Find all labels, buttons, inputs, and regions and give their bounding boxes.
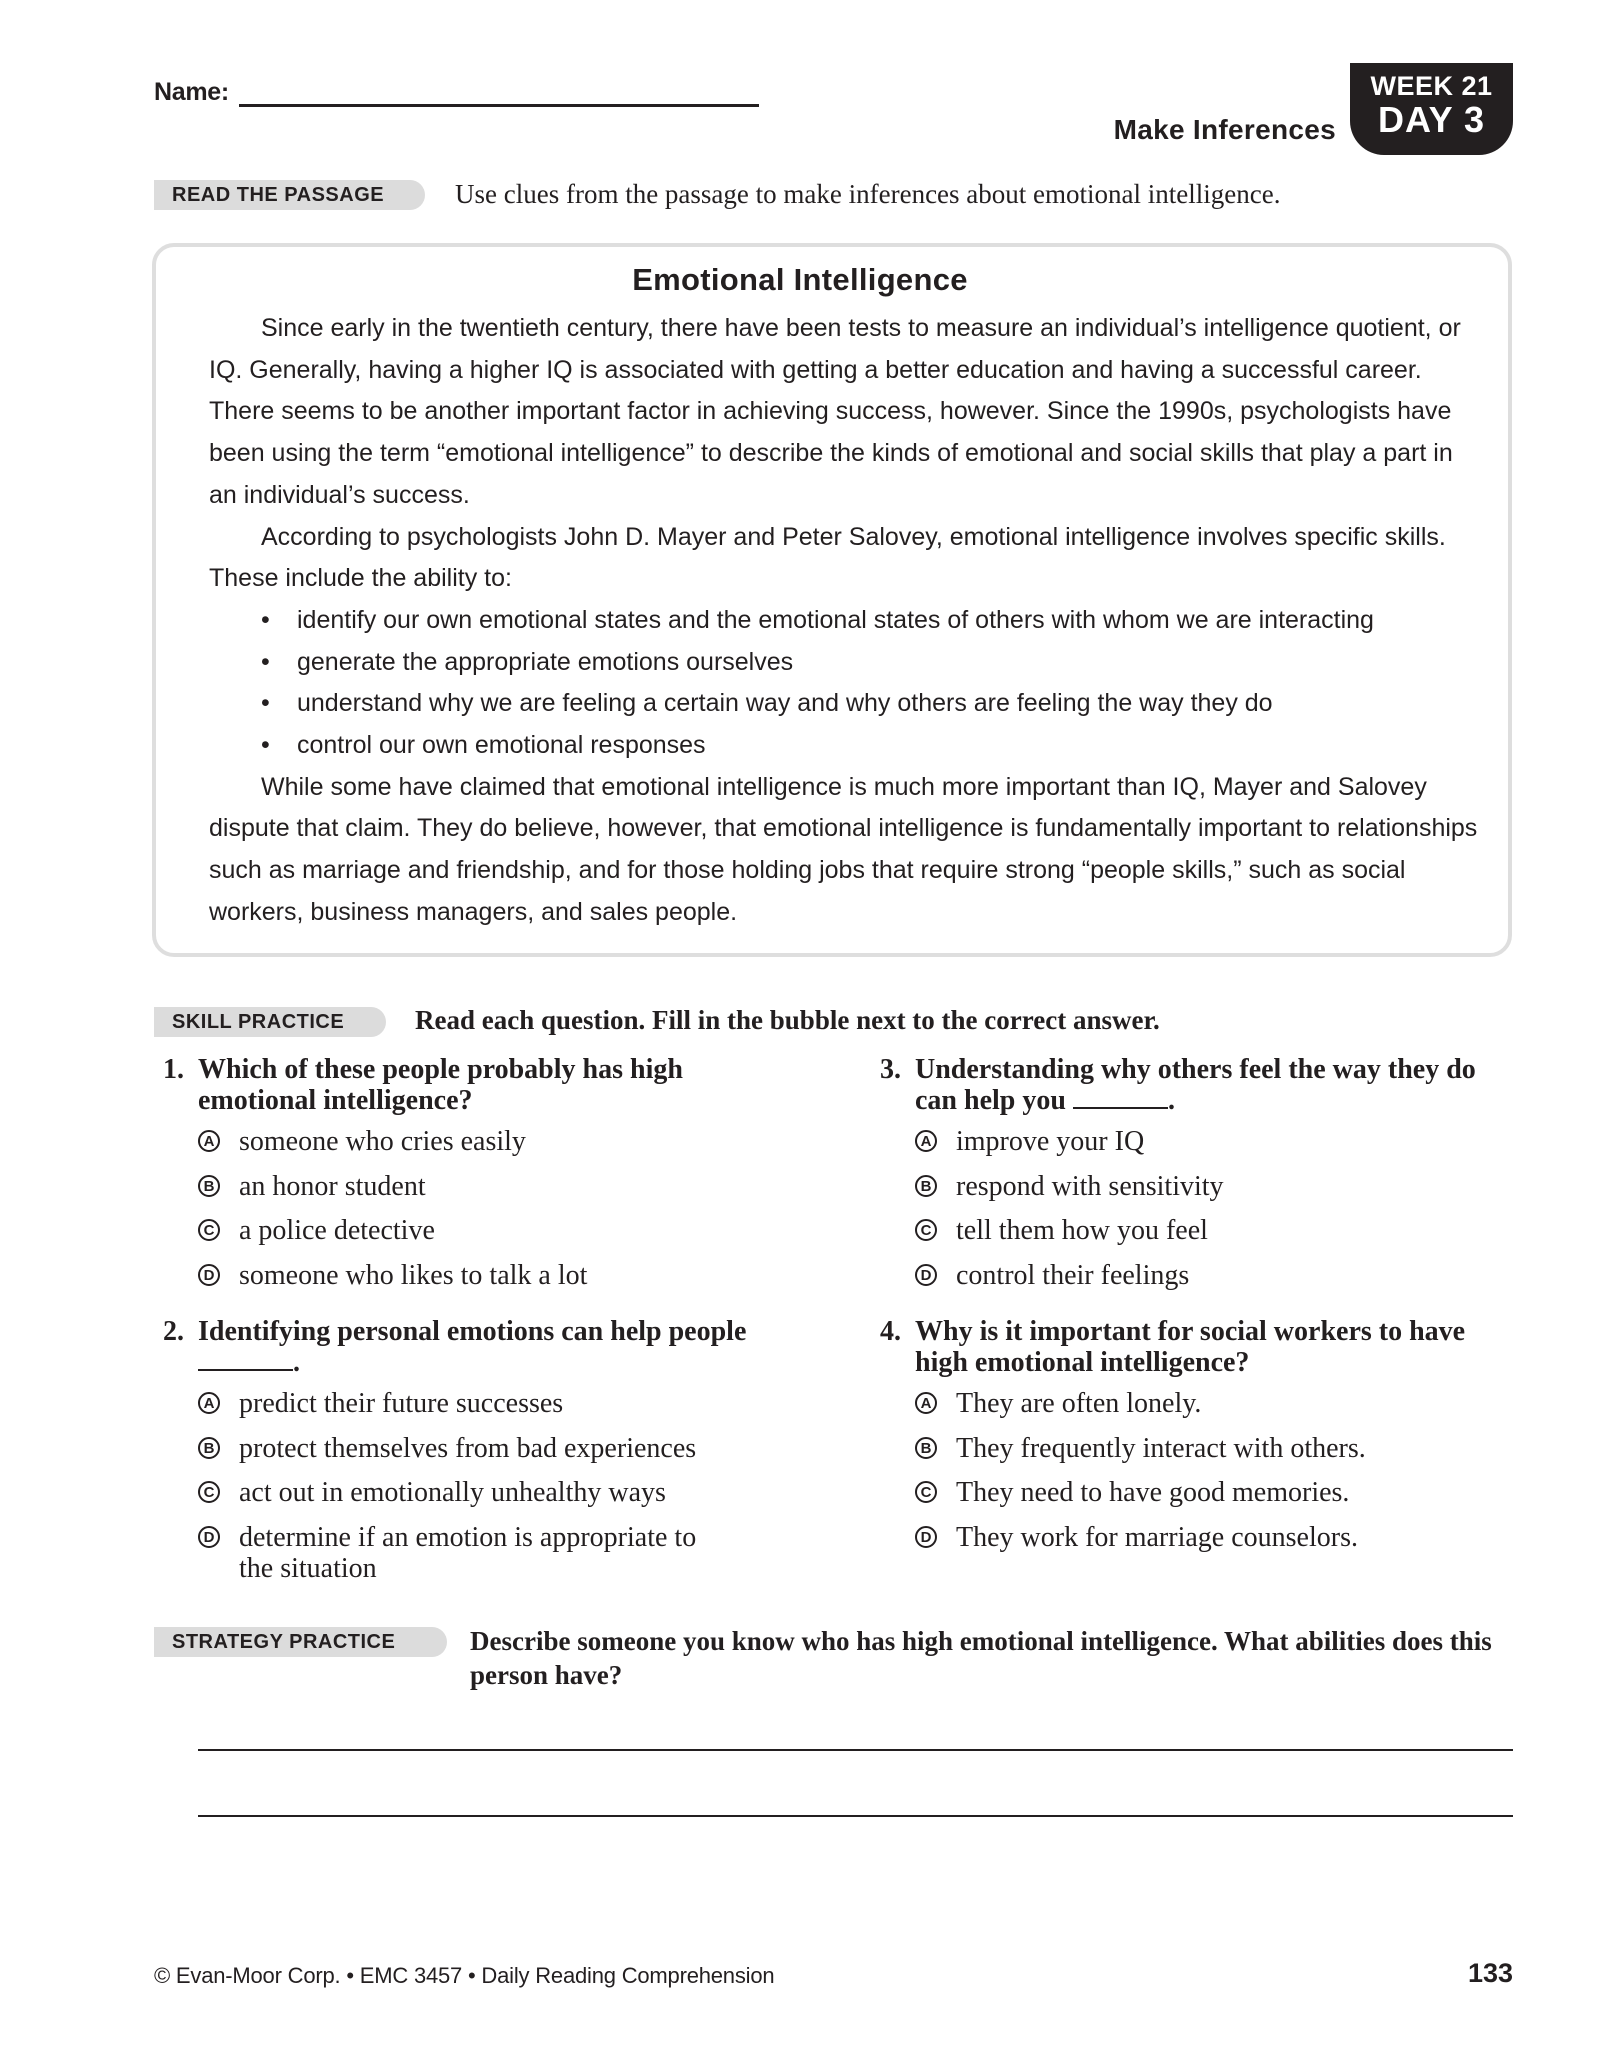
question-3 [880, 1054, 1520, 1304]
bubble-icon[interactable]: B [198, 1437, 220, 1459]
week-day-badge [1350, 63, 1513, 155]
list-item: • understand why we are feeling a certain way and why others are feeling the way they do [209, 683, 1479, 725]
answer-option-b[interactable]: B an honor student [198, 1171, 803, 1202]
bubble-icon[interactable]: D [198, 1264, 220, 1286]
answer-options [880, 1126, 1520, 1291]
list-item: • identify our own emotional states and the emotional states of others with whom we are interacting [209, 600, 1479, 642]
answer-option-d[interactable]: D someone who likes to talk a lot [198, 1260, 803, 1291]
answer-option-a[interactable]: A They are often lonely. [915, 1388, 1520, 1419]
question-stem: 3. Understanding why others feel the way they do can help you . [880, 1054, 1476, 1116]
question-stem: 1. Which of these people probably has high emotional intelligence? [163, 1054, 683, 1116]
bubble-icon[interactable]: C [915, 1219, 937, 1241]
passage-paragraph-2: According to psychologists John D. Mayer and Peter Salovey, emotional intelligence involves specific skills. These include the ability to: [209, 522, 1446, 593]
question-number: 2. [163, 1316, 184, 1347]
bubble-icon[interactable]: D [915, 1264, 937, 1286]
answer-option-d[interactable]: D They work for marriage counselors. [915, 1522, 1520, 1553]
strategy-practice-label: STRATEGY PRACTICE [154, 1627, 447, 1657]
answer-options [163, 1388, 803, 1584]
strategy-practice-prompt: Describe someone you know who has high emotional intelligence. What abilities does this person have? [470, 1626, 1492, 1690]
answer-option-b[interactable]: B protect themselves from bad experiences [198, 1433, 803, 1464]
week-label: WEEK 21 [1370, 71, 1493, 101]
bubble-icon[interactable]: A [198, 1392, 220, 1414]
question-number: 4. [880, 1316, 901, 1347]
bubble-icon[interactable]: B [915, 1437, 937, 1459]
answer-option-a[interactable]: A predict their future successes [198, 1388, 803, 1419]
read-passage-label: READ THE PASSAGE [154, 180, 425, 210]
answer-option-b[interactable]: B They frequently interact with others. [915, 1433, 1520, 1464]
bubble-icon[interactable]: A [915, 1392, 937, 1414]
day-label: DAY 3 [1377, 99, 1486, 140]
answer-line-2[interactable] [198, 1815, 1513, 1817]
answer-option-d[interactable]: D control their feelings [915, 1260, 1520, 1291]
answer-option-b[interactable]: B respond with sensitivity [915, 1171, 1520, 1202]
bubble-icon[interactable]: A [915, 1130, 937, 1152]
bubble-icon[interactable]: A [198, 1130, 220, 1152]
skill-practice-instruction: Read each question. Fill in the bubble next to the correct answer. [415, 1005, 1160, 1035]
page-number: 133 [1467, 1958, 1513, 1988]
answer-option-c[interactable]: C a police detective [198, 1215, 803, 1246]
answer-option-a[interactable]: A someone who cries easily [198, 1126, 803, 1157]
answer-options [880, 1388, 1520, 1553]
fill-in-blank [1073, 1085, 1168, 1109]
question-stem: 4. Why is it important for social workers to have high emotional intelligence? [880, 1316, 1466, 1378]
answer-option-c[interactable]: C They need to have good memories. [915, 1477, 1520, 1508]
name-label: Name: [154, 78, 229, 106]
question-number: 1. [163, 1054, 184, 1085]
passage-paragraph-3: While some have claimed that emotional intelligence is much more important than IQ, Mayer and Salovey dispute that claim. They do believe, however, that emotional intelligence is fundamentally important to relationships such as marriage and friendship, and for those holding jobs that require strong “people skills,” such as social workers, business managers, and sales people. [209, 772, 1478, 926]
answer-line-1[interactable] [198, 1749, 1513, 1751]
answer-option-c[interactable]: C tell them how you feel [915, 1215, 1520, 1246]
list-item: • control our own emotional responses [209, 725, 1479, 767]
bubble-icon[interactable]: D [198, 1526, 220, 1548]
question-number: 3. [880, 1054, 901, 1085]
bubble-icon[interactable]: B [198, 1175, 220, 1197]
answer-options [163, 1126, 803, 1291]
bullet-icon: • [261, 605, 270, 634]
footer-copyright: © Evan-Moor Corp. • EMC 3457 • Daily Reading Comprehension [154, 1963, 775, 1988]
question-stem: 2. Identifying personal emotions can help people . [163, 1316, 747, 1378]
fill-in-blank [198, 1347, 293, 1371]
question-2 [163, 1316, 803, 1597]
bubble-icon[interactable]: D [915, 1526, 937, 1548]
question-4 [880, 1316, 1520, 1566]
answer-option-a[interactable]: A improve your IQ [915, 1126, 1520, 1157]
answer-option-c[interactable]: C act out in emotionally unhealthy ways [198, 1477, 803, 1508]
passage-title: Emotional Intelligence [632, 262, 968, 297]
name-input-line[interactable] [239, 80, 759, 107]
question-1 [163, 1054, 803, 1304]
skill-title: Make Inferences [1113, 114, 1336, 145]
bullet-icon: • [261, 689, 270, 718]
bubble-icon[interactable]: C [198, 1219, 220, 1241]
read-passage-instruction: Use clues from the passage to make inferences about emotional intelligence. [455, 179, 1281, 209]
passage-paragraph-1: Since early in the twentieth century, there have been tests to measure an individual’s intelligence quotient, or IQ. Generally, having a higher IQ is associated with getting a better education and having a successful career. There seems to be another important factor in achieving success, however. Since the 1990s, psychologists have been using the term “emotional intelligence” to describe the kinds of emotional and social skills that play a part in an individual’s success. [209, 314, 1461, 509]
answer-option-d[interactable]: D determine if an emotion is appropriate to the situation [198, 1522, 719, 1584]
passage-body [209, 308, 1479, 934]
skills-list [209, 600, 1479, 767]
bubble-icon[interactable]: B [915, 1175, 937, 1197]
bubble-icon[interactable]: C [198, 1481, 220, 1503]
name-field [154, 78, 759, 107]
skill-practice-label: SKILL PRACTICE [154, 1007, 386, 1037]
bullet-icon: • [261, 647, 270, 676]
list-item: • generate the appropriate emotions ourselves [209, 642, 1479, 684]
bubble-icon[interactable]: C [915, 1481, 937, 1503]
bullet-icon: • [261, 731, 270, 760]
